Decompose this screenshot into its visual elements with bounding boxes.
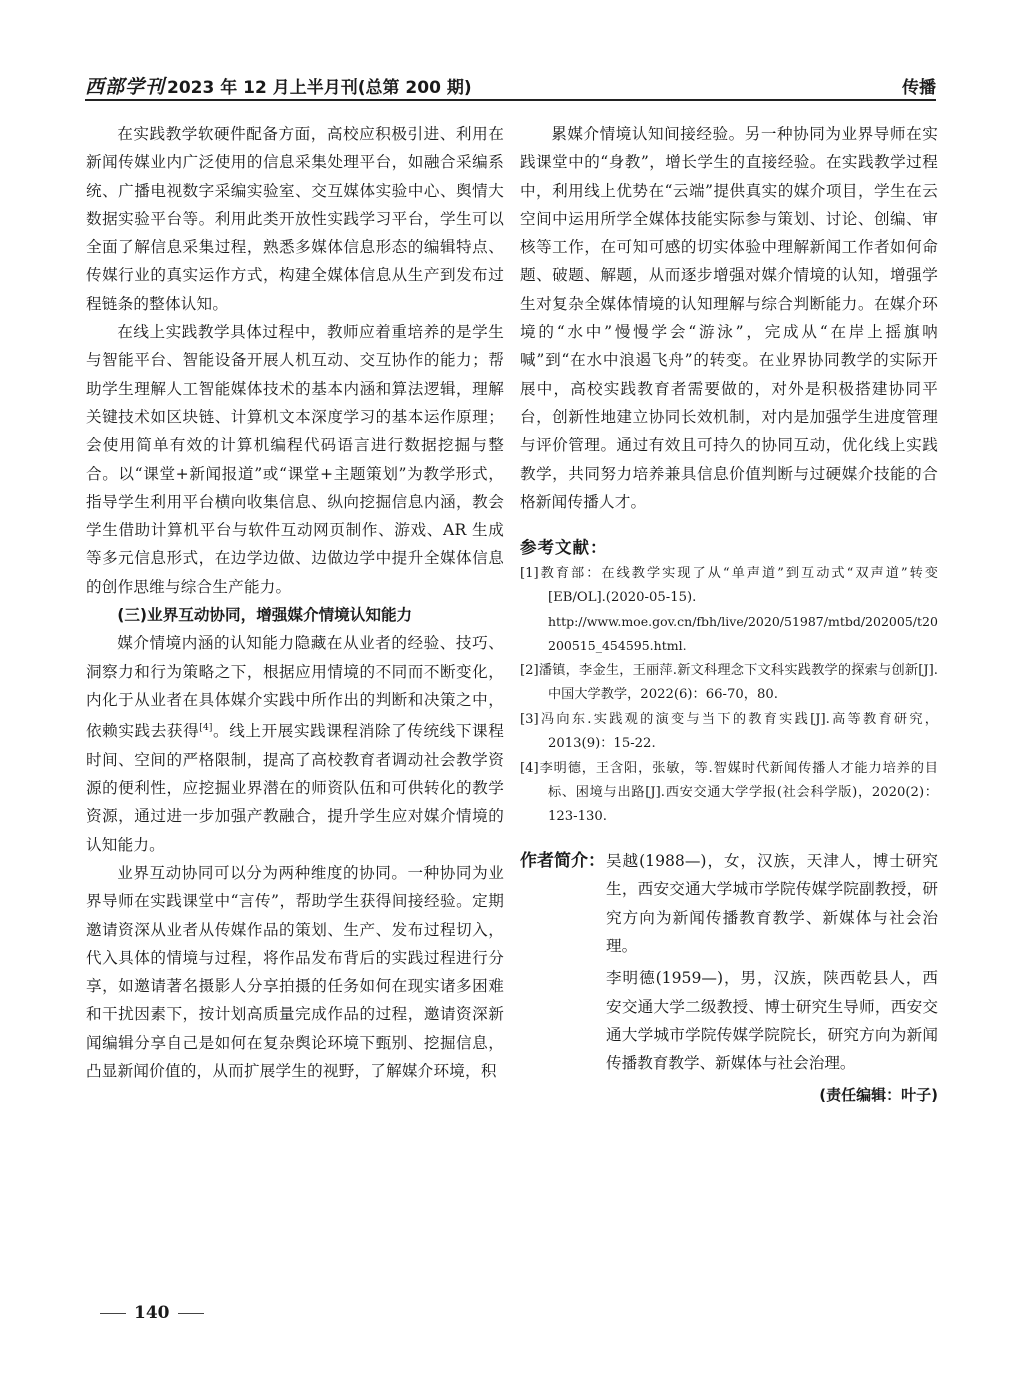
reference-text: [4]李明德，王含阳，张敏，等.智媒时代新闻传播人才能力培养的目标、困境与出路[J].西安交通大学学报(社会科学版)，2020(2)：123-130.: [520, 761, 938, 825]
reference-item: [520, 757, 938, 829]
author-bio: 李明德(1959—)，男，汉族，陕西乾县人，西安交通大学二级教授、博士研究生导师，西安交通大学城市学院传媒学院院长，研究方向为新闻传播教育教学、新媒体与社会治理。: [606, 969, 938, 1073]
reference-url: http://www.moe.gov.cn/fbh/live/2020/51987/mtbd/202005/t20200515_454595.html.: [548, 614, 938, 654]
reference-text: [1]教育部：在线教学实现了从“单声道”到互动式“双声道”转变[EB/OL].(2020-05-15).: [520, 566, 938, 606]
reference-item: [520, 708, 938, 756]
citation-marker: [4]: [199, 723, 213, 734]
footer-dash: [100, 1313, 126, 1314]
editor-credit: (责任编辑：叶子): [819, 1085, 938, 1104]
footer-dash: [178, 1313, 204, 1314]
reference-list: [520, 562, 938, 829]
section-subheading: (三)业界互动协同，增强媒介情境认知能力: [117, 606, 413, 625]
page-footer: [92, 1303, 212, 1323]
paragraph: 在线上实践教学具体过程中，教师应着重培养的是学生与智能平台、智能设备开展人机互动、交互协作的能力；帮助学生理解人工智能媒体技术的基本内涵和算法逻辑，理解关键技术如区块链、计算机文本深度学习的基本运作原理；会使用简单有效的计算机编程代码语言进行数据挖掘与整合。以“课堂+新闻报道”或“课堂+主题策划”为教学形式，指导学生利用平台横向收集信息、纵向挖掘信息内涵，教会学生借助计算机平台与软件互动网页制作、游戏、AR 生成等多元信息形式，在边学边做、边做边学中提升全媒体信息的创作思维与综合生产能力。: [86, 323, 504, 596]
paragraph-text: 。线上开展实践课程消除了传统线下课程时间、空间的严格限制，提高了高校教育者调动社会教学资源的便利性，应挖掘业界潜在的师资队伍和可供转化的教学资源，通过进一步加强产教融合，提升学生应对媒介情境的认知能力。: [86, 722, 504, 854]
right-column: [520, 120, 938, 1105]
page-number: 140: [134, 1303, 170, 1323]
reference-text: [2]潘镇，李金生，王丽萍.新文科理念下文科实践教学的探索与创新[J].中国大学教学，2022(6)：66-70，80.: [520, 663, 938, 703]
header-rule: [85, 99, 936, 101]
author-bio: 吴越(1988—)，女，汉族，天津人，博士研究生，西安交通大学城市学院传媒学院副教授，研究方向为新闻传播教育教学、新媒体与社会治理。: [606, 852, 938, 956]
author-bio-block: [520, 847, 938, 1077]
section-name: 传播: [902, 78, 936, 98]
paragraph: 在实践教学软硬件配备方面，高校应积极引进、利用在新闻传媒业内广泛使用的信息采集处理平台，如融合采编系统、广播电视数字采编实验室、交互媒体实验中心、舆情大数据实验平台等。利用此类开放性实践学习平台，学生可以全面了解信息采集过程，熟悉多媒体信息形态的编辑特点、传媒行业的真实运作方式，构建全媒体信息从生产到发布过程链条的整体认知。: [86, 125, 504, 313]
paragraph: [86, 629, 504, 859]
references-heading: 参考文献：: [520, 538, 608, 558]
journal-logo: 西部学刊: [85, 76, 166, 98]
page-header: [85, 72, 936, 98]
reference-item: [520, 659, 938, 707]
paragraph: 累媒介情境认知间接经验。另一种协同为业界导师在实践课堂中的“身教”，增长学生的直接经验。在实践教学过程中，利用线上优势在“云端”提供真实的媒介项目，学生在云空间中运用所学全媒体技能实际参与策划、讨论、创编、审核等工作，在可知可感的切实体验中理解新闻工作者如何命题、破题、解题，从而逐步增强对媒介情境的认知，增强学生对复杂全媒体情境的认知理解与综合判断能力。在媒介环境的“水中”慢慢学会“游泳”，完成从“在岸上摇旗呐喊”到“在水中浪遏飞舟”的转变。在业界协同教学的实际开展中，高校实践教育者需要做的，对外是积极搭建协同平台，创新性地建立协同长效机制，对内是加强学生进度管理与评价管理。通过有效且可持久的协同互动，优化线上实践教学，共同努力培养兼具信息价值判断与过硬媒介技能的合格新闻传播人才。: [520, 125, 938, 511]
left-column: [86, 120, 504, 1085]
paragraph: 业界互动协同可以分为两种维度的协同。一种协同为业界导师在实践课堂中“言传”，帮助学生获得间接经验。定期邀请资深从业者从传媒作品的策划、生产、发布过程切入，代入具体的情境与过程，将作品发布背后的实践过程进行分享，如邀请著名摄影人分享拍摄的任务如何在现实诸多困难和干扰因素下，按计划高质量完成作品的过程，邀请资深新闻编辑分享自己是如何在复杂舆论环境下甄别、挖掘信息，凸显新闻价值的，从而扩展学生的视野，了解媒介环境，积: [86, 863, 504, 1080]
paragraph-text: 媒介情境内涵的认知能力隐藏在从业者的经验、技巧、洞察力和行为策略之下，根据应用情境的不同而不断变化，内化于从业者在具体媒介实践中所作出的判断和决策之中，依赖实践去获得: [86, 634, 504, 741]
author-label: 作者简介：: [520, 851, 605, 872]
reference-text: [3]冯向东.实践观的演变与当下的教育实践[J].高等教育研究，2013(9)：15-22.: [520, 712, 938, 752]
reference-item: [520, 562, 938, 658]
issue-info: 2023 年 12 月上半月刊(总第 200 期): [167, 78, 472, 98]
